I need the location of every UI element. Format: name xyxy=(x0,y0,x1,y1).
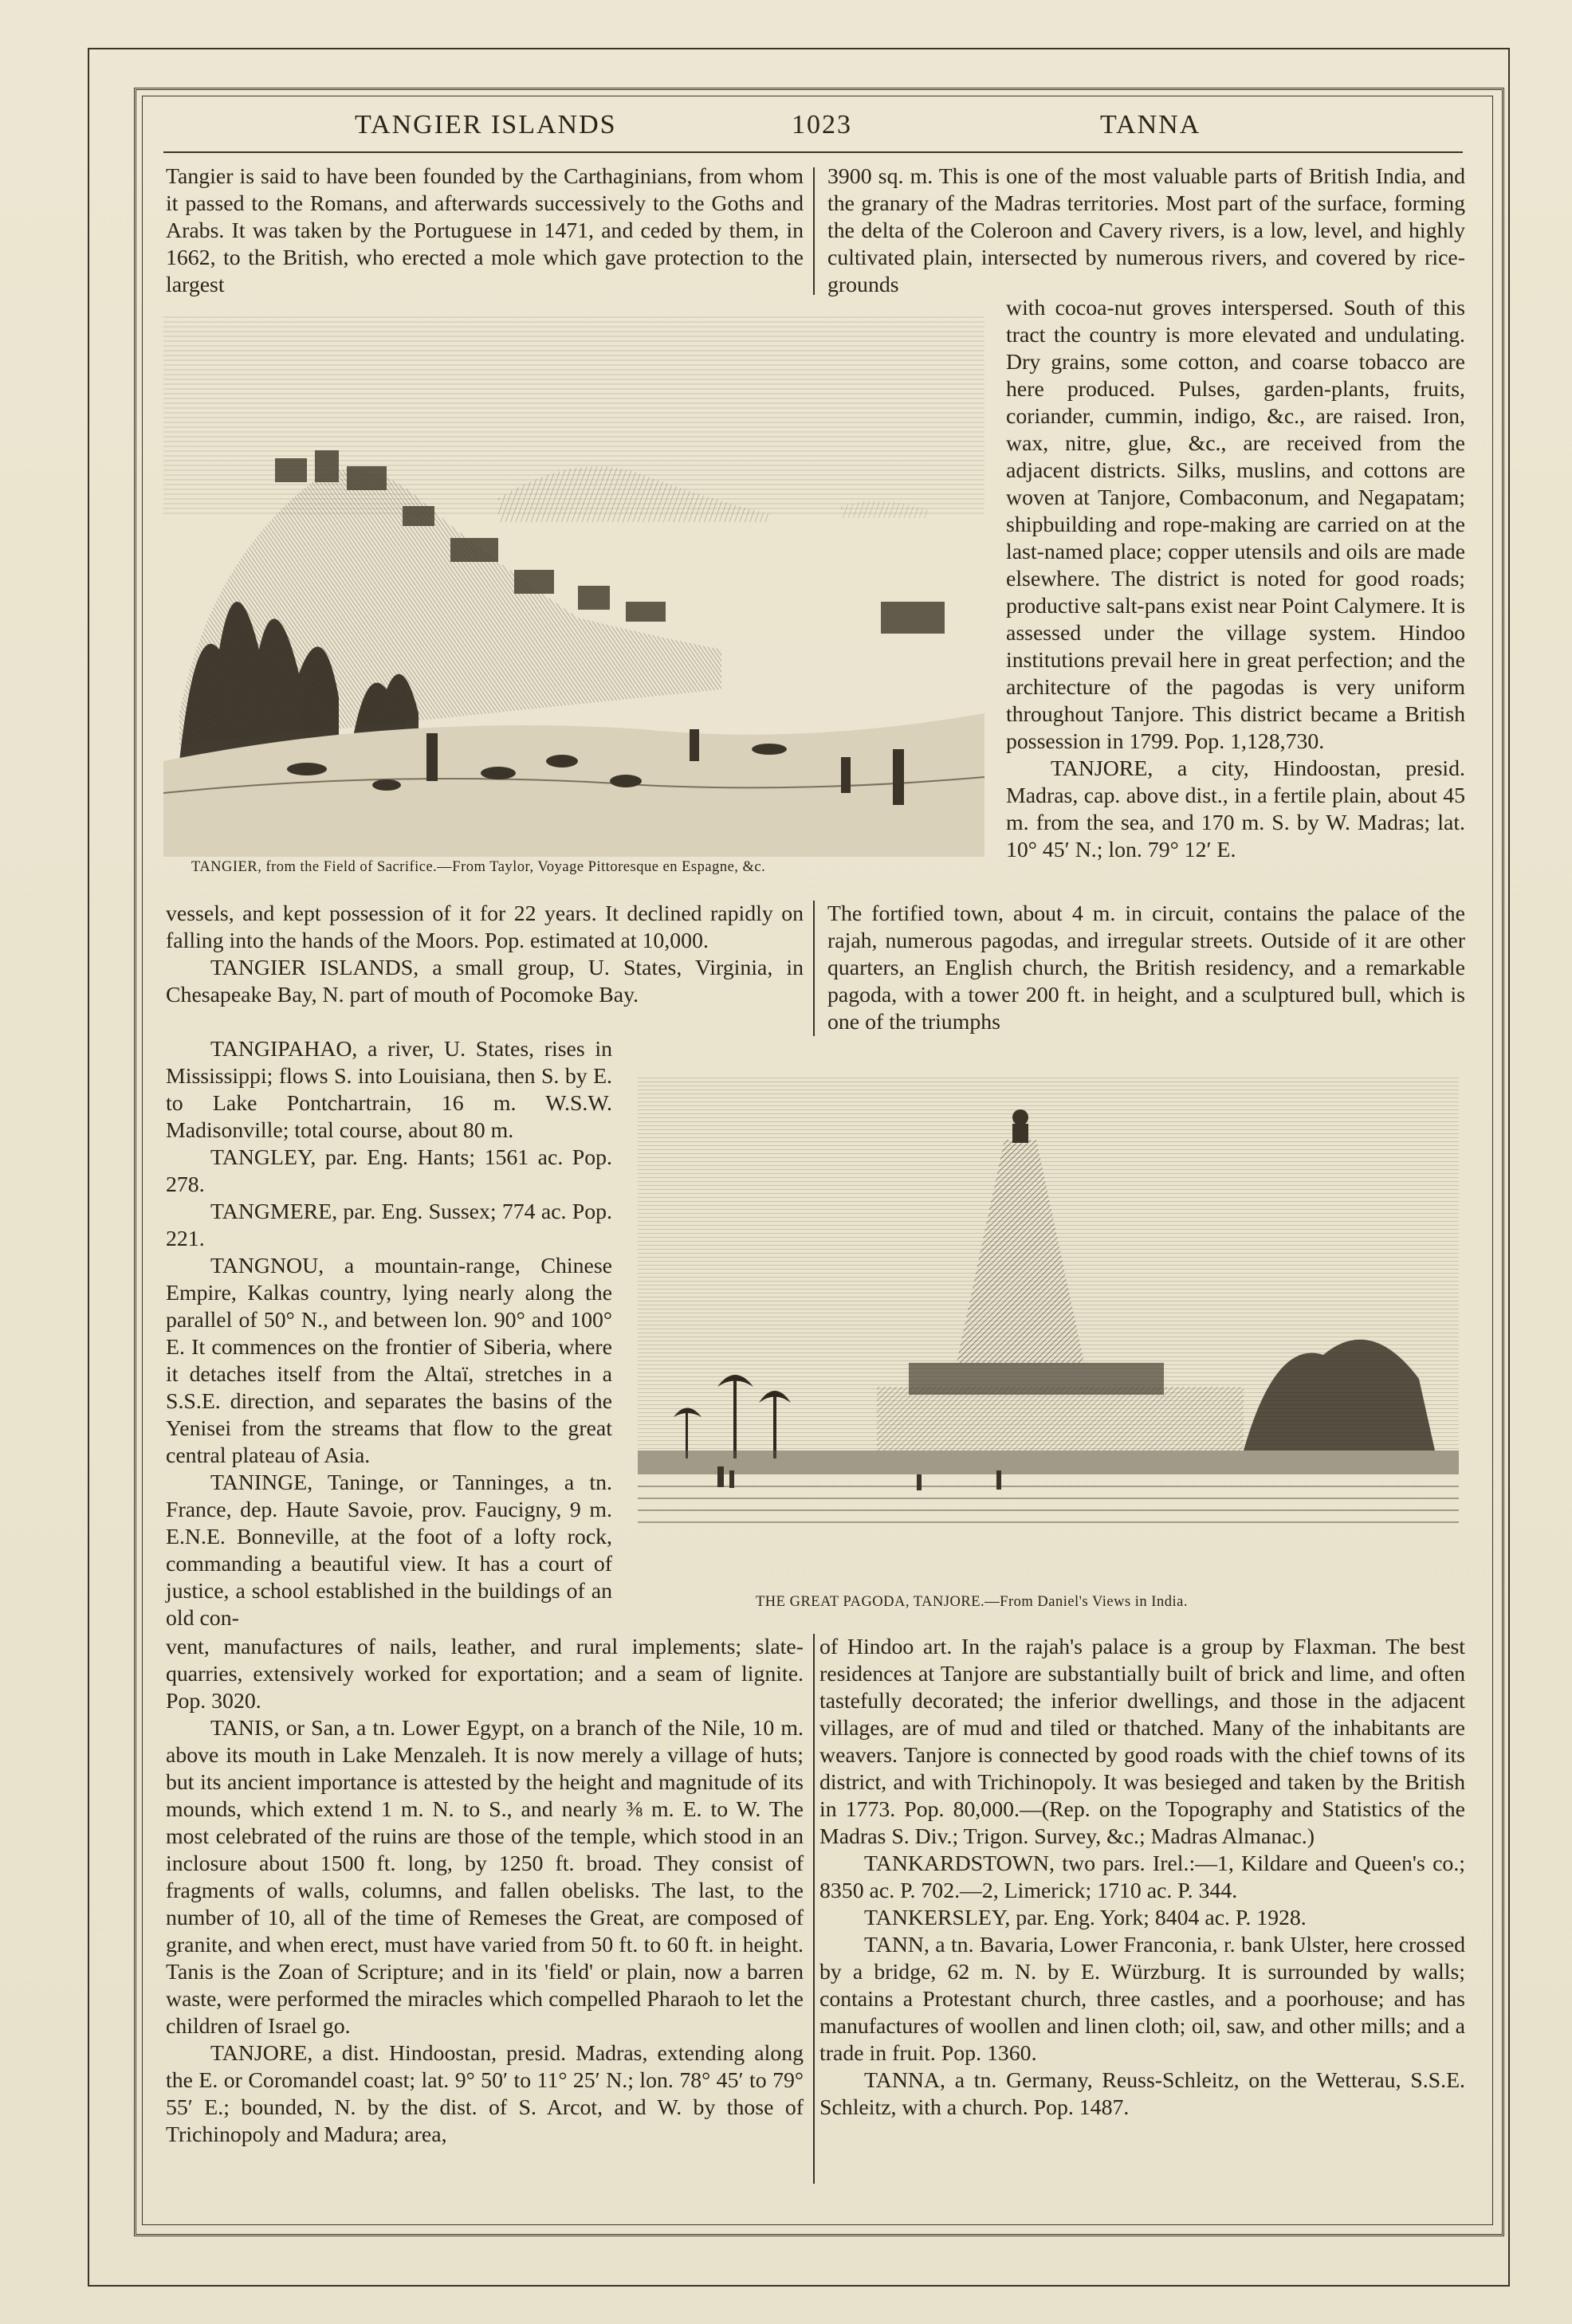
text-block-right-top xyxy=(827,163,1465,299)
pagoda-caption: THE GREAT PAGODA, TANJORE.—From Daniel's Views in India. xyxy=(756,1594,1188,1610)
entry-tanjore-city: TANJORE, a city, Hindoostan, presid. Madras, cap. above dist., in a fertile plain, about 45 m. from the sea, and 170 m. S. by W. Madras; lat. 10° 45′ N.; lon. 79° 12′ E. xyxy=(1006,756,1465,862)
entry-tangipahao: TANGIPAHAO, a river, U. States, rises in Mississippi; flows S. into Louisiana, then S. by E. to Lake Pontchartrain, 16 m. W.S.W. Madisonville; total course, about 80 m. xyxy=(166,1037,612,1143)
entry-tangnou: TANGNOU, a mountain-range, Chinese Empire, Kalkas country, lying nearly along the parallel of 50° N., and between lon. 90° and 100° E. It commences on the frontier of Siberia, where it detaches itself from the Altaï, stretches in a S.S.E. direction, and separates the basins of the Yenisei from the streams that flow to the great central plateau of Asia. xyxy=(166,1254,612,1468)
entry-tanis: TANIS, or San, a tn. Lower Egypt, on a branch of the Nile, 10 m. above its mouth in Lake Menzaleh. It is now merely a village of huts; but its ancient importance is attested by the height and magnitude of its mounds, which extend 1 m. N. to S., and nearly ⅜ m. E. to W. The most celebrated of the ruins are those of the temple, which stood in an inclosure about 1500 ft. long, by 1250 ft. broad. They consist of fragments of walls, columns, and fallen obelisks. The last, to the number of 10, all of the time of Remeses the Great, are composed of granite, and when erect, must have varied from 50 ft. to 60 ft. in height. Tanis is the Zoan of Scripture; and in its 'field' or plain, now a barren waste, were performed the miracles which compelled Pharaoh to let the children of Israel go. xyxy=(166,1716,804,2039)
text-block-right-narrow xyxy=(1006,295,1465,864)
entry-taninge: TANINGE, Taninge, or Tanninges, a tn. France, dep. Haute Savoie, prov. Faucigny, 9 m. E.N.E. Bonneville, at the foot of a lofty rock, commanding a beautiful view. It has a court of justice, a school established in the buildings of an old con- xyxy=(166,1470,612,1631)
entry-tangier-islands: TANGIER ISLANDS, a small group, U. States, Virginia, in Chesapeake Bay, N. part of mouth of Pocomoke Bay. xyxy=(166,956,804,1007)
entry-tann: TANN, a tn. Bavaria, Lower Franconia, r. bank Ulster, here crossed by a bridge, 62 m. N. by E. Würzburg. It is surrounded by walls; contains a Protestant church, three castles, and a poorhouse; and has manufactures of woollen and linen cloth; oil, saw, and other mills; and a trade in fruit. Pop. 1360. xyxy=(819,1933,1465,2066)
text-block-left-narrow xyxy=(166,1036,612,1632)
running-head-right: TANNA xyxy=(1100,110,1201,139)
taninge-continued: vent, manufactures of nails, leather, and rural implements; slate-quarries, extensively worked for exportation; and a seam of lignite. Pop. 3020. xyxy=(166,1635,804,1714)
text-block-left-mid xyxy=(166,901,804,1009)
tangier-caption: TANGIER, from the Field of Sacrifice.—From Taylor, Voyage Pittoresque en Espagne, &c. xyxy=(191,859,766,875)
entry-tanjore-district: TANJORE, a dist. Hindoostan, presid. Madras, extending along the E. or Coromandel coast; lat. 9° 50′ to 11° 25′ N.; lon. 78° 45′ to 79° 55′ E.; bounded, N. by the dist. of S. Arcot, and W. by those of Trichinopoly and Madura; area, xyxy=(166,2041,804,2147)
tanjore-district-continued-2: with cocoa-nut groves interspersed. South of this tract the country is more elevated and undulating. Dry grains, some cotton, and coarse tobacco are here produced. Pulses, garden-plants, fruits, coriander, cummin, indigo, &c., are raised. Iron, wax, nitre, glue, &c., are received from the adjacent districts. Silks, muslins, and cottons are woven at Tanjore, Combaconum, and Negapatam; shipbuilding and rope-making are carried on at the last-named place; copper utensils and oils are made elsewhere. The district is noted for good roads; productive salt-pans exist near Point Calymere. It is assessed under the village system. Hindoo institutions prevail here in great perfection; and the architecture of the pagodas is very uniform throughout Tanjore. This district became a British possession in 1799. Pop. 1,128,730. xyxy=(1006,296,1465,754)
entry-tankersley: TANKERSLEY, par. Eng. York; 8404 ac. P. 1928. xyxy=(864,1906,1307,1930)
tangier-engraving xyxy=(163,315,984,857)
text-block-left-bottom xyxy=(166,1634,804,2149)
tangier-paragraph-continued: vessels, and kept possession of it for 22 years. It declined rapidly on falling into the hands of the Moors. Pop. estimated at 10,000. xyxy=(166,901,804,953)
tanjore-city-continued-2: of Hindoo art. In the rajah's palace is a group by Flaxman. The best residences at Tanjore are substantially built of brick and lime, and often tastefully decorated; the inferior dwellings, and those in the adjacent villages, are of mud and tiled or thatched. Many of the inhabitants are weavers. Tanjore is connected by good roads with the chief towns of its district, and with Trichinopoly. It was besieged and taken by the British in 1773. Pop. 80,000.—(Rep. on the Topography and Statistics of the Madras S. Div.; Trigon. Survey, &c.; Madras Almanac.) xyxy=(819,1635,1465,1849)
entry-tanna: TANNA, a tn. Germany, Reuss-Schleitz, on the Wetterau, S.S.E. Schleitz, with a church. Pop. 1487. xyxy=(819,2068,1465,2120)
tanjore-district-continued: 3900 sq. m. This is one of the most valuable parts of British India, and the granary of the Madras territories. Most part of the surface, forming the delta of the Coleroon and Cavery rivers, is a low, level, and highly cultivated plain, intersected by numerous rivers, and covered by rice-grounds xyxy=(827,164,1465,297)
text-block-right-bottom xyxy=(819,1634,1465,2122)
entry-tangley: TANGLEY, par. Eng. Hants; 1561 ac. Pop. 278. xyxy=(166,1145,612,1197)
column-divider-bottom xyxy=(813,1634,815,2184)
tangier-paragraph: Tangier is said to have been founded by the Carthaginians, from whom it passed to the Romans, and afterwards successively to the Goths and Arabs. It was taken by the Portuguese in 1471, and ceded by them, in 1662, to the British, who erected a mole which gave protection to the largest xyxy=(166,164,804,297)
header-rule xyxy=(163,151,1463,153)
page-number: 1023 xyxy=(792,110,852,139)
pagoda-engraving xyxy=(638,1076,1459,1586)
text-block-right-mid xyxy=(827,901,1465,1036)
column-divider-middle xyxy=(813,901,815,1036)
tanjore-city-continued: The fortified town, about 4 m. in circuit, contains the palace of the rajah, numerous pagodas, and irregular streets. Outside of it are other quarters, an English church, the British residency, and a remarkable pagoda, with a tower 200 ft. in height, and a sculptured bull, which is one of the triumphs xyxy=(827,901,1465,1034)
running-head-left: TANGIER ISLANDS xyxy=(355,110,617,139)
column-divider-top xyxy=(813,167,815,295)
entry-tankardstown: TANKARDSTOWN, two pars. Irel.:—1, Kildare and Queen's co.; 8350 ac. P. 702.—2, Limerick; 1710 ac. P. 344. xyxy=(819,1851,1465,1903)
entry-tangmere: TANGMERE, par. Eng. Sussex; 774 ac. Pop. 221. xyxy=(166,1199,612,1251)
text-block-left-top xyxy=(166,163,804,299)
